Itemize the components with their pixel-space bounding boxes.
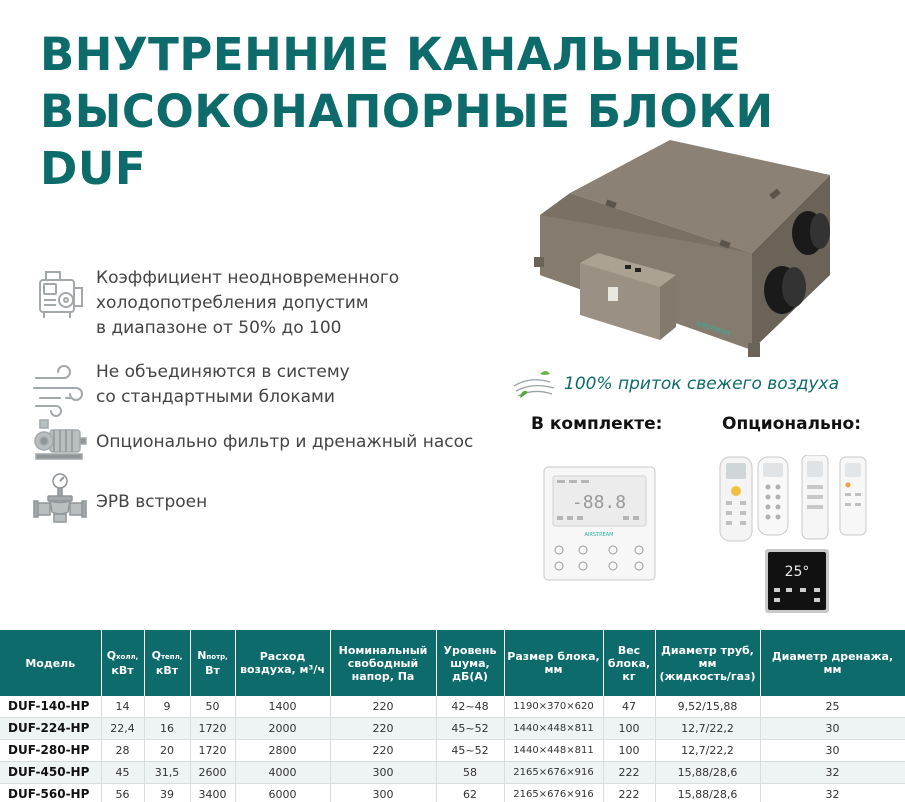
svg-text:AIRSTREAM: AIRSTREAM (584, 532, 614, 538)
cell-qcool: 28 (101, 740, 144, 762)
fresh-air-text: 100% приток свежего воздуха (564, 374, 840, 394)
cell-pipes: 15,88/28,6 (655, 762, 760, 784)
col-size: Размер блока, мм (504, 630, 603, 696)
spec-table (0, 630, 905, 802)
cell-weight: 222 (603, 784, 655, 802)
cell-airflow: 4000 (235, 762, 330, 784)
cell-qcool: 45 (101, 762, 144, 784)
cell-pipes: 12,7/22,2 (655, 740, 760, 762)
feature-erv (30, 472, 207, 528)
cell-qheat: 16 (144, 718, 190, 740)
table-row (0, 740, 905, 762)
feature-line: со стандартными блоками (96, 387, 335, 407)
cell-model: DUF-450-HP (0, 762, 101, 784)
page-title-line-2: ВЫСОКОНАПОРНЫЕ БЛОКИ (40, 85, 774, 138)
cell-pressure: 220 (330, 718, 436, 740)
cell-drain: 30 (760, 740, 905, 762)
cell-weight: 100 (603, 740, 655, 762)
col-qcool: Qхолл, кВт (101, 630, 144, 696)
cell-weight: 222 (603, 762, 655, 784)
cell-size: 2165×676×916 (504, 784, 603, 802)
cell-airflow: 1400 (235, 696, 330, 718)
cell-pressure: 300 (330, 762, 436, 784)
controller-display: -88.8 (571, 492, 627, 513)
cell-qheat: 20 (144, 740, 190, 762)
cell-power: 50 (190, 696, 235, 718)
cell-model: DUF-280-HP (0, 740, 101, 762)
cell-pipes: 9,52/15,88 (655, 696, 760, 718)
col-power: Nпотр, Вт (190, 630, 235, 696)
cell-weight: 100 (603, 718, 655, 740)
table-row (0, 762, 905, 784)
cell-power: 3400 (190, 784, 235, 802)
cell-noise: 45~52 (436, 740, 504, 762)
feature-simultaneity-text (96, 266, 399, 341)
cell-pipes: 15,88/28,6 (655, 784, 760, 802)
feature-line: в диапазоне от 50% до 100 (96, 318, 342, 338)
feature-filter-pump-text (96, 430, 473, 455)
refrigeration-unit-icon (30, 266, 90, 322)
cell-airflow: 2800 (235, 740, 330, 762)
cell-power: 1720 (190, 718, 235, 740)
pump-icon (30, 414, 90, 470)
feature-line: Коэффициент неодновременного (96, 268, 400, 288)
cell-qcool: 56 (101, 784, 144, 802)
cell-qcool: 14 (101, 696, 144, 718)
wind-icon (30, 362, 90, 418)
col-noise: Уровень шума, дБ(А) (436, 630, 504, 696)
cell-weight: 47 (603, 696, 655, 718)
optional-label: Опционально: (722, 414, 862, 434)
cell-drain: 32 (760, 762, 905, 784)
col-weight: Вес блока, кг (603, 630, 655, 696)
cell-noise: 62 (436, 784, 504, 802)
feature-simultaneity (30, 266, 399, 341)
cell-qheat: 31,5 (144, 762, 190, 784)
fresh-air-note (510, 366, 839, 402)
cell-drain: 30 (760, 718, 905, 740)
feature-erv-text (96, 490, 207, 515)
cell-model: DUF-140-HP (0, 696, 101, 718)
cell-model: DUF-224-HP (0, 718, 101, 740)
table-row (0, 784, 905, 802)
cell-size: 2165×676×916 (504, 762, 603, 784)
cell-noise: 42~48 (436, 696, 504, 718)
feature-line: холодопотребления допустим (96, 293, 369, 313)
col-airflow: Расход воздуха, м³/ч (235, 630, 330, 696)
cell-size: 1440×448×811 (504, 740, 603, 762)
col-drain: Диаметр дренажа, мм (760, 630, 905, 696)
table-row (0, 696, 905, 718)
cell-pressure: 220 (330, 740, 436, 762)
cell-model: DUF-560-HP (0, 784, 101, 802)
ducted-unit-image (520, 135, 850, 370)
table-row (0, 718, 905, 740)
svg-text:AIRSTREAM: AIRSTREAM (695, 320, 731, 338)
feature-no-combine (30, 362, 350, 418)
wired-controller-image (543, 466, 656, 581)
valve-gauge-icon (30, 472, 90, 528)
remote-controls-image (718, 455, 873, 545)
feature-line: Не объединяются в систему (96, 362, 350, 382)
feature-no-combine-text (96, 360, 350, 410)
feature-line: ЭРВ встроен (96, 492, 208, 512)
cell-size: 1190×370×620 (504, 696, 603, 718)
cell-pressure: 220 (330, 696, 436, 718)
cell-noise: 58 (436, 762, 504, 784)
table-header-row (0, 630, 905, 696)
touch-panel-image (764, 548, 830, 614)
feature-filter-pump (30, 414, 473, 470)
page-title-line-1: ВНУТРЕННИЕ КАНАЛЬНЫЕ (40, 28, 742, 81)
cell-airflow: 6000 (235, 784, 330, 802)
col-model: Модель (0, 630, 101, 696)
cell-power: 2600 (190, 762, 235, 784)
cell-qheat: 39 (144, 784, 190, 802)
cell-drain: 32 (760, 784, 905, 802)
cell-power: 1720 (190, 740, 235, 762)
cell-drain: 25 (760, 696, 905, 718)
cell-pressure: 300 (330, 784, 436, 802)
cell-qcool: 22,4 (101, 718, 144, 740)
cell-airflow: 2000 (235, 718, 330, 740)
touch-panel-display: 25° (784, 564, 810, 580)
cell-qheat: 9 (144, 696, 190, 718)
airflow-leaf-icon (510, 366, 560, 402)
cell-noise: 45~52 (436, 718, 504, 740)
col-pressure: Номинальный свободный напор, Па (330, 630, 436, 696)
col-qheat: Qтепл, кВт (144, 630, 190, 696)
included-label: В комплекте: (531, 414, 663, 434)
cell-size: 1440×448×811 (504, 718, 603, 740)
cell-pipes: 12,7/22,2 (655, 718, 760, 740)
page-title-line-3: DUF (40, 142, 147, 195)
col-pipes: Диаметр труб, мм (жидкость/газ) (655, 630, 760, 696)
feature-line: Опционально фильтр и дренажный насос (96, 432, 474, 452)
